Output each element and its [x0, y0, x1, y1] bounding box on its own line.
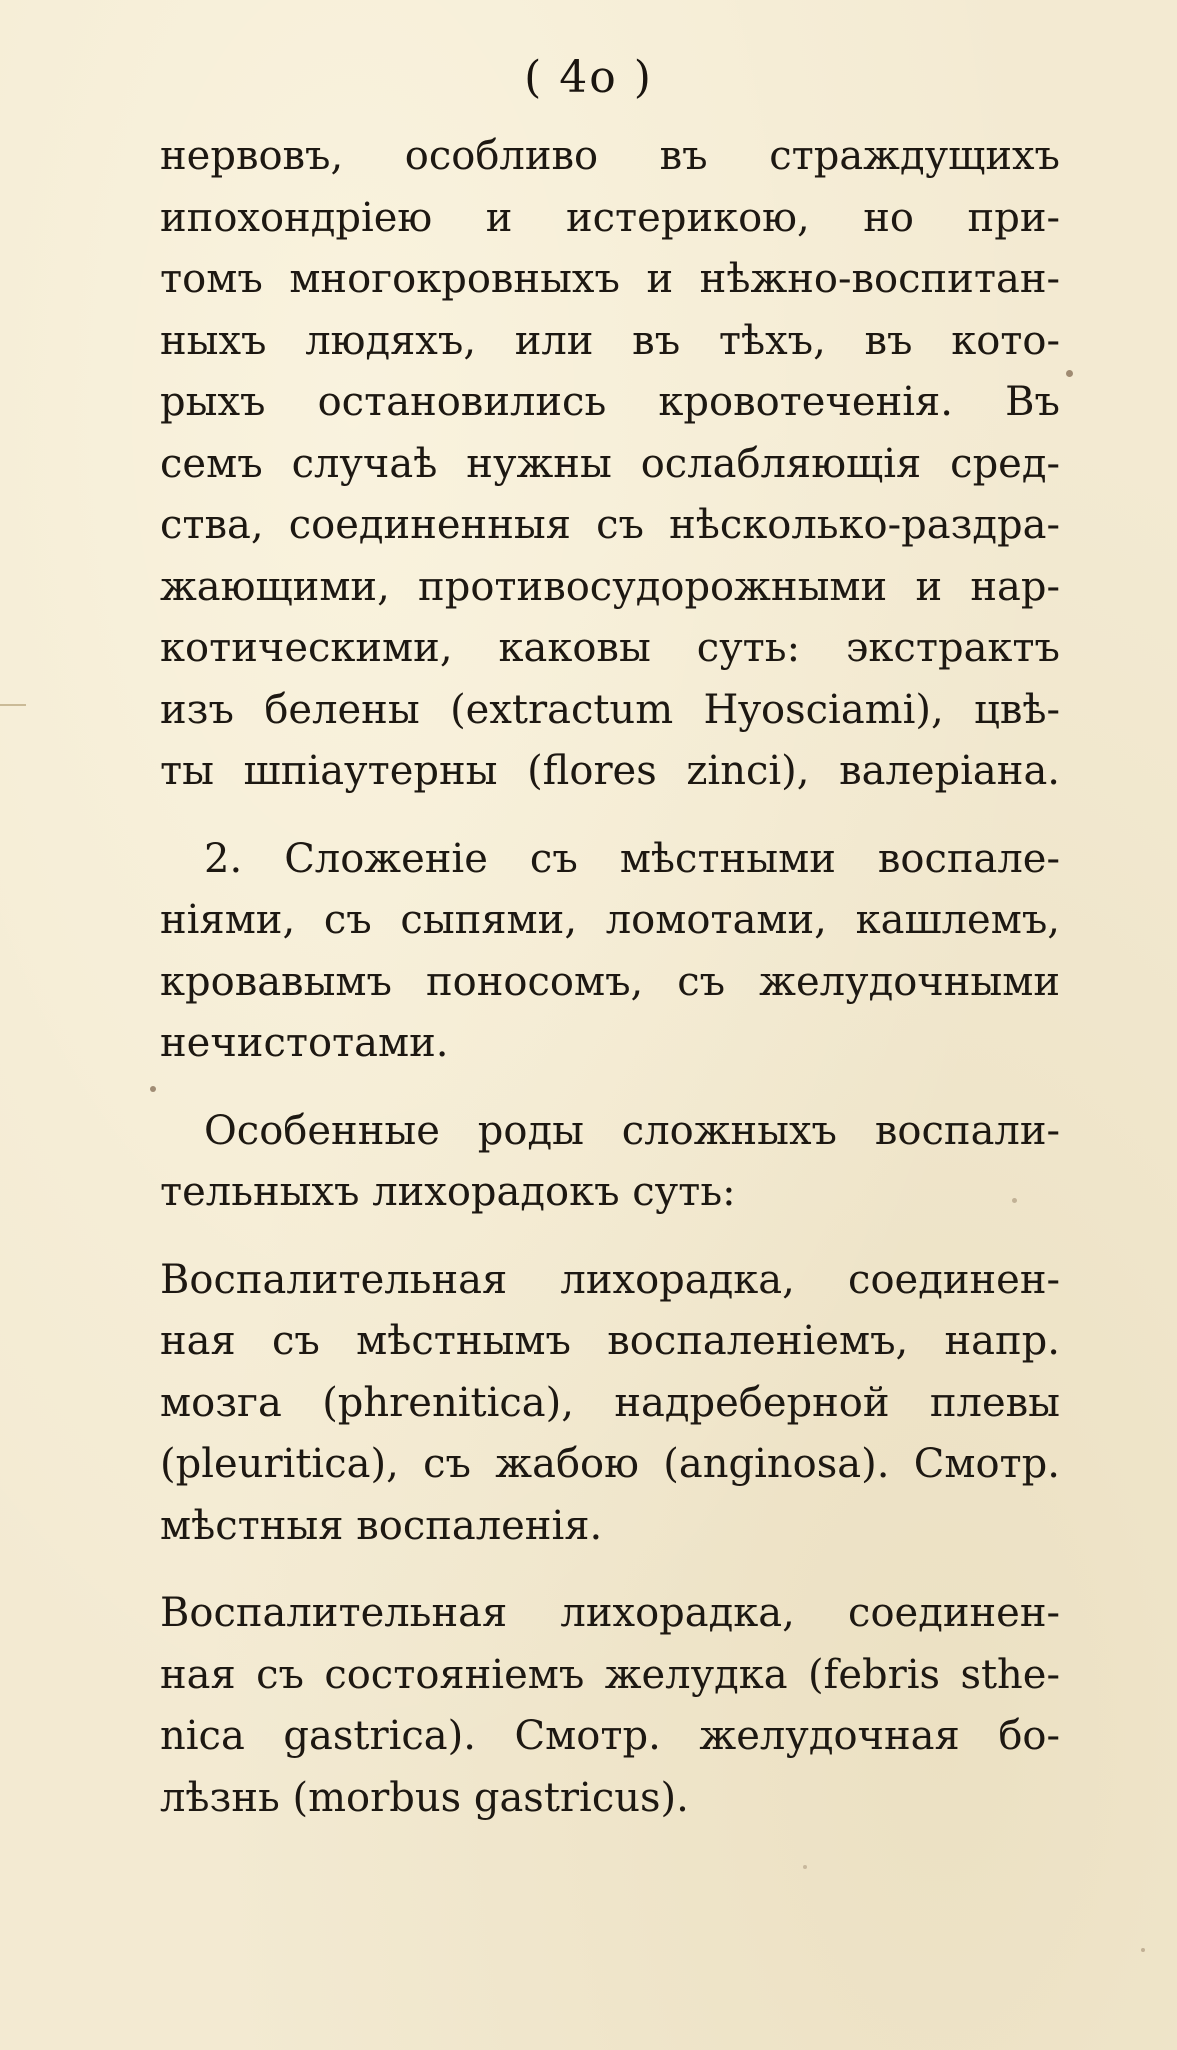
text-line: нечистотами. — [160, 1020, 449, 1066]
text-line: (pleuritica), съ жабою (anginosa). Смотр. — [160, 1441, 1060, 1487]
text-line: ная съ состояніемъ желудка (febris sthe- — [160, 1651, 1060, 1698]
text-line: ипохондріею и истерикою, но при- — [160, 194, 1060, 241]
text-line: ніями, съ сыпями, ломотами, кашлемъ, — [160, 897, 1060, 943]
paper-speck — [1012, 1198, 1017, 1203]
text-line: семъ случаѣ нужны ослабляющія сред- — [160, 440, 1060, 487]
text-line: ная съ мѣстнымъ воспаленіемъ, напр. — [160, 1318, 1060, 1364]
text-line: изъ белены (extractum Hyosciami), цвѣ- — [160, 686, 1060, 733]
page-edge-mark — [0, 704, 26, 706]
text-line: ства, соединенныя съ нѣсколько-раздра- — [160, 502, 1060, 548]
paragraph-gap — [160, 1075, 1060, 1101]
text-line: мозга (phrenitica), надреберной плевы — [160, 1379, 1060, 1426]
text-line: лѣзнь (morbus gastricus). — [160, 1774, 689, 1821]
paper-speck — [150, 1086, 156, 1092]
paragraph-5 — [160, 1583, 1060, 1829]
paragraph-2 — [160, 829, 1060, 1075]
text-line: томъ многокровныхъ и нѣжно-воспитан- — [160, 256, 1060, 302]
text-line: тельныхъ лихорадокъ суть: — [160, 1169, 736, 1215]
text-line: nica gastrica). Смотр. желудочная бо- — [160, 1713, 1060, 1759]
text-line: ныхъ людяхъ, или въ тѣхъ, въ кото- — [160, 317, 1060, 364]
text-line: Воспалительная лихорадка, соединен- — [160, 1256, 1060, 1303]
text-line: котическими, каковы суть: экстрактъ — [160, 625, 1060, 671]
text-line: Особенные роды сложныхъ воспали- — [204, 1107, 1060, 1154]
paper-speck — [1066, 370, 1073, 377]
text-line: кровавымъ поносомъ, съ желудочными — [160, 958, 1060, 1005]
text-line: ты шпіаутерны (flores zinci), валеріана. — [160, 748, 1060, 794]
paragraph-gap — [160, 1557, 1060, 1583]
paragraph-1 — [160, 126, 1060, 803]
text-line: мѣстныя воспаленія. — [160, 1502, 603, 1549]
text-line: 2. Сложеніе съ мѣстными воспале- — [204, 835, 1060, 882]
paragraph-3 — [160, 1101, 1060, 1224]
paper-speck — [803, 1865, 807, 1869]
text-line: нервовъ, особливо въ страждущихъ — [160, 133, 1060, 179]
paragraph-4 — [160, 1250, 1060, 1558]
page-number: ( 4o ) — [524, 52, 653, 103]
paragraph-gap — [160, 803, 1060, 829]
paper-speck — [1141, 1948, 1145, 1952]
text-line: рыхъ остановились кровотеченія. Въ — [160, 379, 1060, 425]
text-line: жающими, противосудорожными и нар- — [160, 563, 1060, 610]
body-text — [160, 126, 1060, 1829]
paragraph-gap — [160, 1224, 1060, 1250]
text-line: Воспалительная лихорадка, соединен- — [160, 1590, 1060, 1636]
